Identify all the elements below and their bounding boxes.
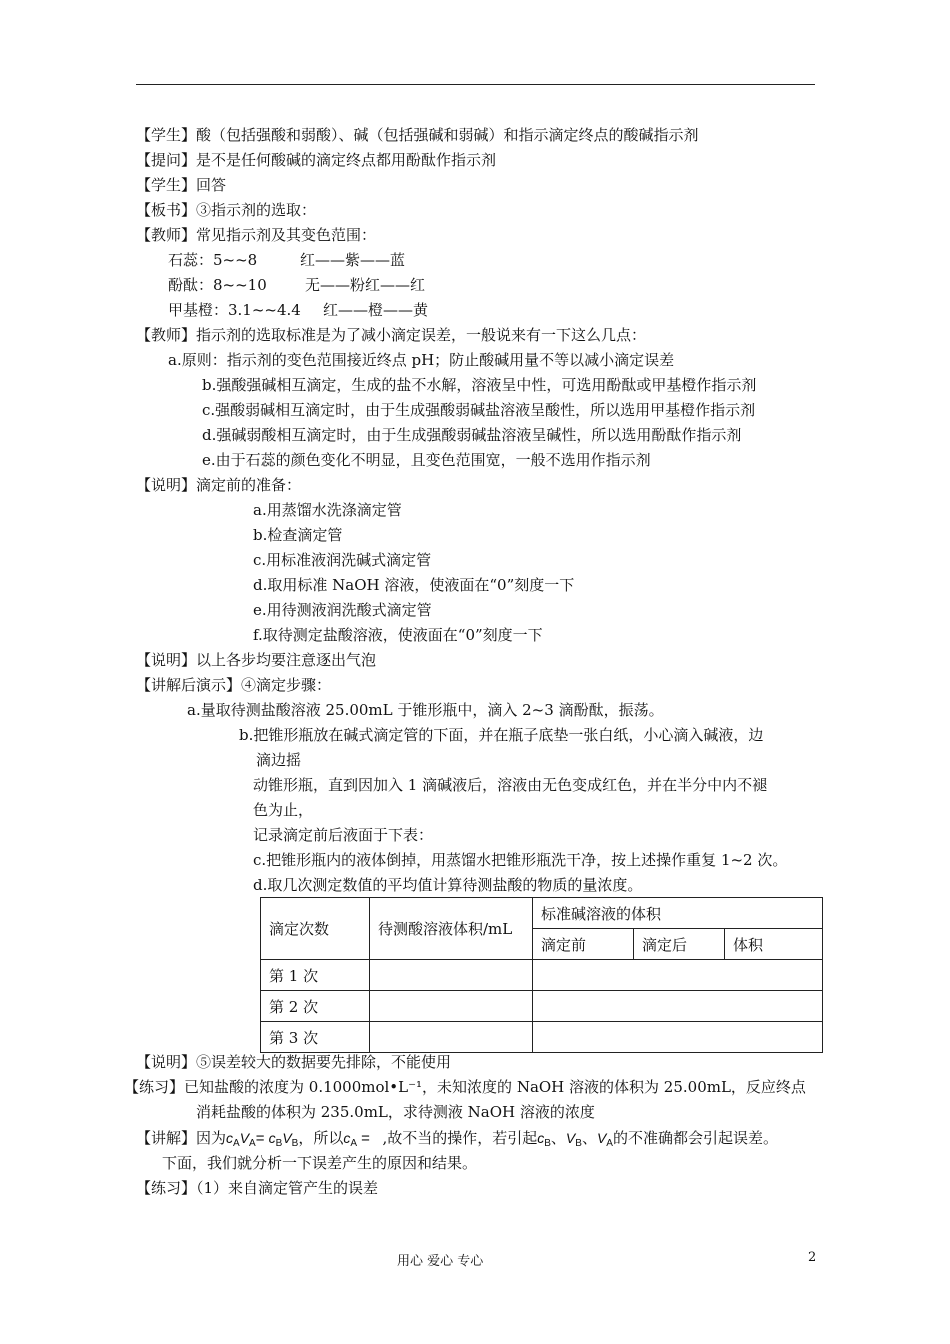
explanation-prefix: 【讲解】因为 — [136, 1129, 227, 1147]
header-acid-volume: 待测酸溶液体积/mL — [370, 898, 533, 960]
explanation-mid: ，所以 — [298, 1129, 344, 1147]
step-d: d.取几次测定数值的平均值计算待测盐酸的物质的量浓度。 — [253, 876, 643, 894]
page-number: 2 — [808, 1250, 817, 1265]
indicator-phenolphthalein-colors: 无——粉红——红 — [305, 276, 426, 294]
row-label: 第 1 次 — [261, 960, 370, 991]
exercise-line1: 【练习】已知盐酸的浓度为 0.1000mol•L⁻¹，未知浓度的 NaOH 溶液的体积为 25.00mL，反应终点 — [124, 1078, 806, 1096]
step-a: a.量取待测盐酸溶液 25.00mL 于锥形瓶中，滴入 2~3 滴酚酞，振荡。 — [187, 701, 664, 719]
criteria-b: b.强酸强碱相互滴定，生成的盐不水解，溶液呈中性，可选用酚酞或甲基橙作指示剂 — [202, 376, 757, 394]
indicator-litmus-range: 石蕊：5~~8 — [168, 251, 258, 269]
step-c: c.把锥形瓶内的液体倒掉，用蒸馏水把锥形瓶洗干净，按上述操作重复 1~2 次。 — [253, 851, 788, 869]
line-teacher-criteria: 【教师】指示剂的选取标准是为了减小滴定误差，一般说来有一下这么几点： — [136, 326, 647, 344]
header-after: 滴定后 — [634, 929, 725, 960]
explanation-end: 的不准确都会引起误差。 — [612, 1129, 778, 1147]
explanation-formula-line — [136, 1127, 778, 1155]
formula-variables: $c_B$、$V_B$、$V_A$ — [537, 1129, 613, 1149]
exercise-line2: 消耗盐酸的体积为 235.0mL，求待测液 NaOH 溶液的浓度 — [196, 1103, 595, 1121]
criteria-c: c.强酸弱碱相互滴定时，由于生成强酸弱碱盐溶液呈酸性，所以选用甲基橙作指示剂 — [202, 401, 756, 419]
criteria-e: e.由于石蕊的颜色变化不明显，且变色范围宽，一般不选用作指示剂 — [202, 451, 651, 469]
criteria-d: d.强碱弱酸相互滴定时，由于生成强酸弱碱盐溶液呈碱性，所以选用酚酞作指示剂 — [202, 426, 742, 444]
table-cell — [370, 1022, 533, 1053]
line-question: 【提问】是不是任何酸碱的滴定终点都用酚酞作指示剂 — [136, 151, 497, 169]
header-before: 滴定前 — [533, 929, 634, 960]
table-cell — [533, 960, 823, 991]
table-cell — [533, 1022, 823, 1053]
indicator-methyl-orange-range: 甲基橙：3.1~~4.4 — [168, 301, 301, 319]
header-volume: 体积 — [725, 929, 823, 960]
prep-b: b.检查滴定管 — [253, 526, 343, 544]
prep-f: f.取待测定盐酸溶液，使液面在“0”刻度一下 — [253, 626, 543, 644]
header-rule — [136, 84, 815, 85]
titration-data-table — [260, 897, 823, 1053]
line-student-reply: 【学生】回答 — [136, 176, 227, 194]
criteria-a: a.原则：指示剂的变色范围接近终点 pH；防止酸碱用量不等以减小滴定误差 — [168, 351, 675, 369]
indicator-phenolphthalein-range: 酚酞：8~~10 — [168, 276, 267, 294]
header-base-volume: 标准碱溶液的体积 — [533, 898, 823, 929]
prep-c: c.用标准液润洗碱式滴定管 — [253, 551, 432, 569]
line-student-answer: 【学生】酸（包括强酸和弱酸）、碱（包括强碱和弱碱）和指示滴定终点的酸碱指示剂 — [136, 126, 699, 144]
table-cell — [370, 991, 533, 1022]
step-b-line4: 色为止， — [253, 801, 314, 819]
line-exercise-burette: 【练习】（1）来自滴定管产生的误差 — [136, 1179, 379, 1197]
table-cell — [533, 991, 823, 1022]
explanation-tail: ,故不当的操作，若引起 — [382, 1129, 538, 1147]
header-titration-count: 滴定次数 — [261, 898, 370, 960]
table-row — [261, 960, 823, 991]
formula-cA: $c_A$ = — [343, 1130, 383, 1149]
line-board-heading: 【板书】③指示剂的选取： — [136, 201, 317, 219]
prep-d: d.取用标准 NaOH 溶液，使液面在“0”刻度一下 — [253, 576, 575, 594]
line-teacher-indicators: 【教师】常见指示剂及其变色范围： — [136, 226, 377, 244]
footer-motto: 用心 爱心 专心 — [397, 1254, 484, 1269]
row-label: 第 2 次 — [261, 991, 370, 1022]
step-b-line3: 动锥形瓶，直到因加入 1 滴碱液后，溶液由无色变成红色，并在半分中内不褪 — [253, 776, 768, 794]
indicator-litmus-colors: 红——紫——蓝 — [300, 251, 406, 269]
indicator-methyl-orange-colors: 红——橙——黄 — [323, 301, 429, 319]
step-b-line1: b.把锥形瓶放在碱式滴定管的下面，并在瓶子底垫一张白纸，小心滴入碱液，边 — [239, 726, 764, 744]
step-b-line5: 记录滴定前后液面于下表： — [253, 826, 434, 844]
step-b-line2: 滴边摇 — [256, 751, 302, 769]
line-steps-heading: 【讲解后演示】④滴定步骤： — [136, 676, 332, 694]
table-row — [261, 1022, 823, 1053]
line-analysis-intro: 下面，我们就分析一下误差产生的原因和结果。 — [162, 1154, 478, 1172]
formula-cAVA-eq-cBVB: $c_AV_A= c_BV_B$ — [226, 1130, 299, 1149]
line-preparation-heading: 【说明】滴定前的准备： — [136, 476, 302, 494]
table-row — [261, 991, 823, 1022]
prep-e: e.用待测液润洗酸式滴定管 — [253, 601, 432, 619]
row-label: 第 3 次 — [261, 1022, 370, 1053]
prep-a: a.用蒸馏水洗涤滴定管 — [253, 501, 402, 519]
table-cell — [370, 960, 533, 991]
line-error-note: 【说明】⑤误差较大的数据要先排除，不能使用 — [136, 1053, 452, 1071]
line-bubble-note: 【说明】以上各步均要注意逐出气泡 — [136, 651, 377, 669]
